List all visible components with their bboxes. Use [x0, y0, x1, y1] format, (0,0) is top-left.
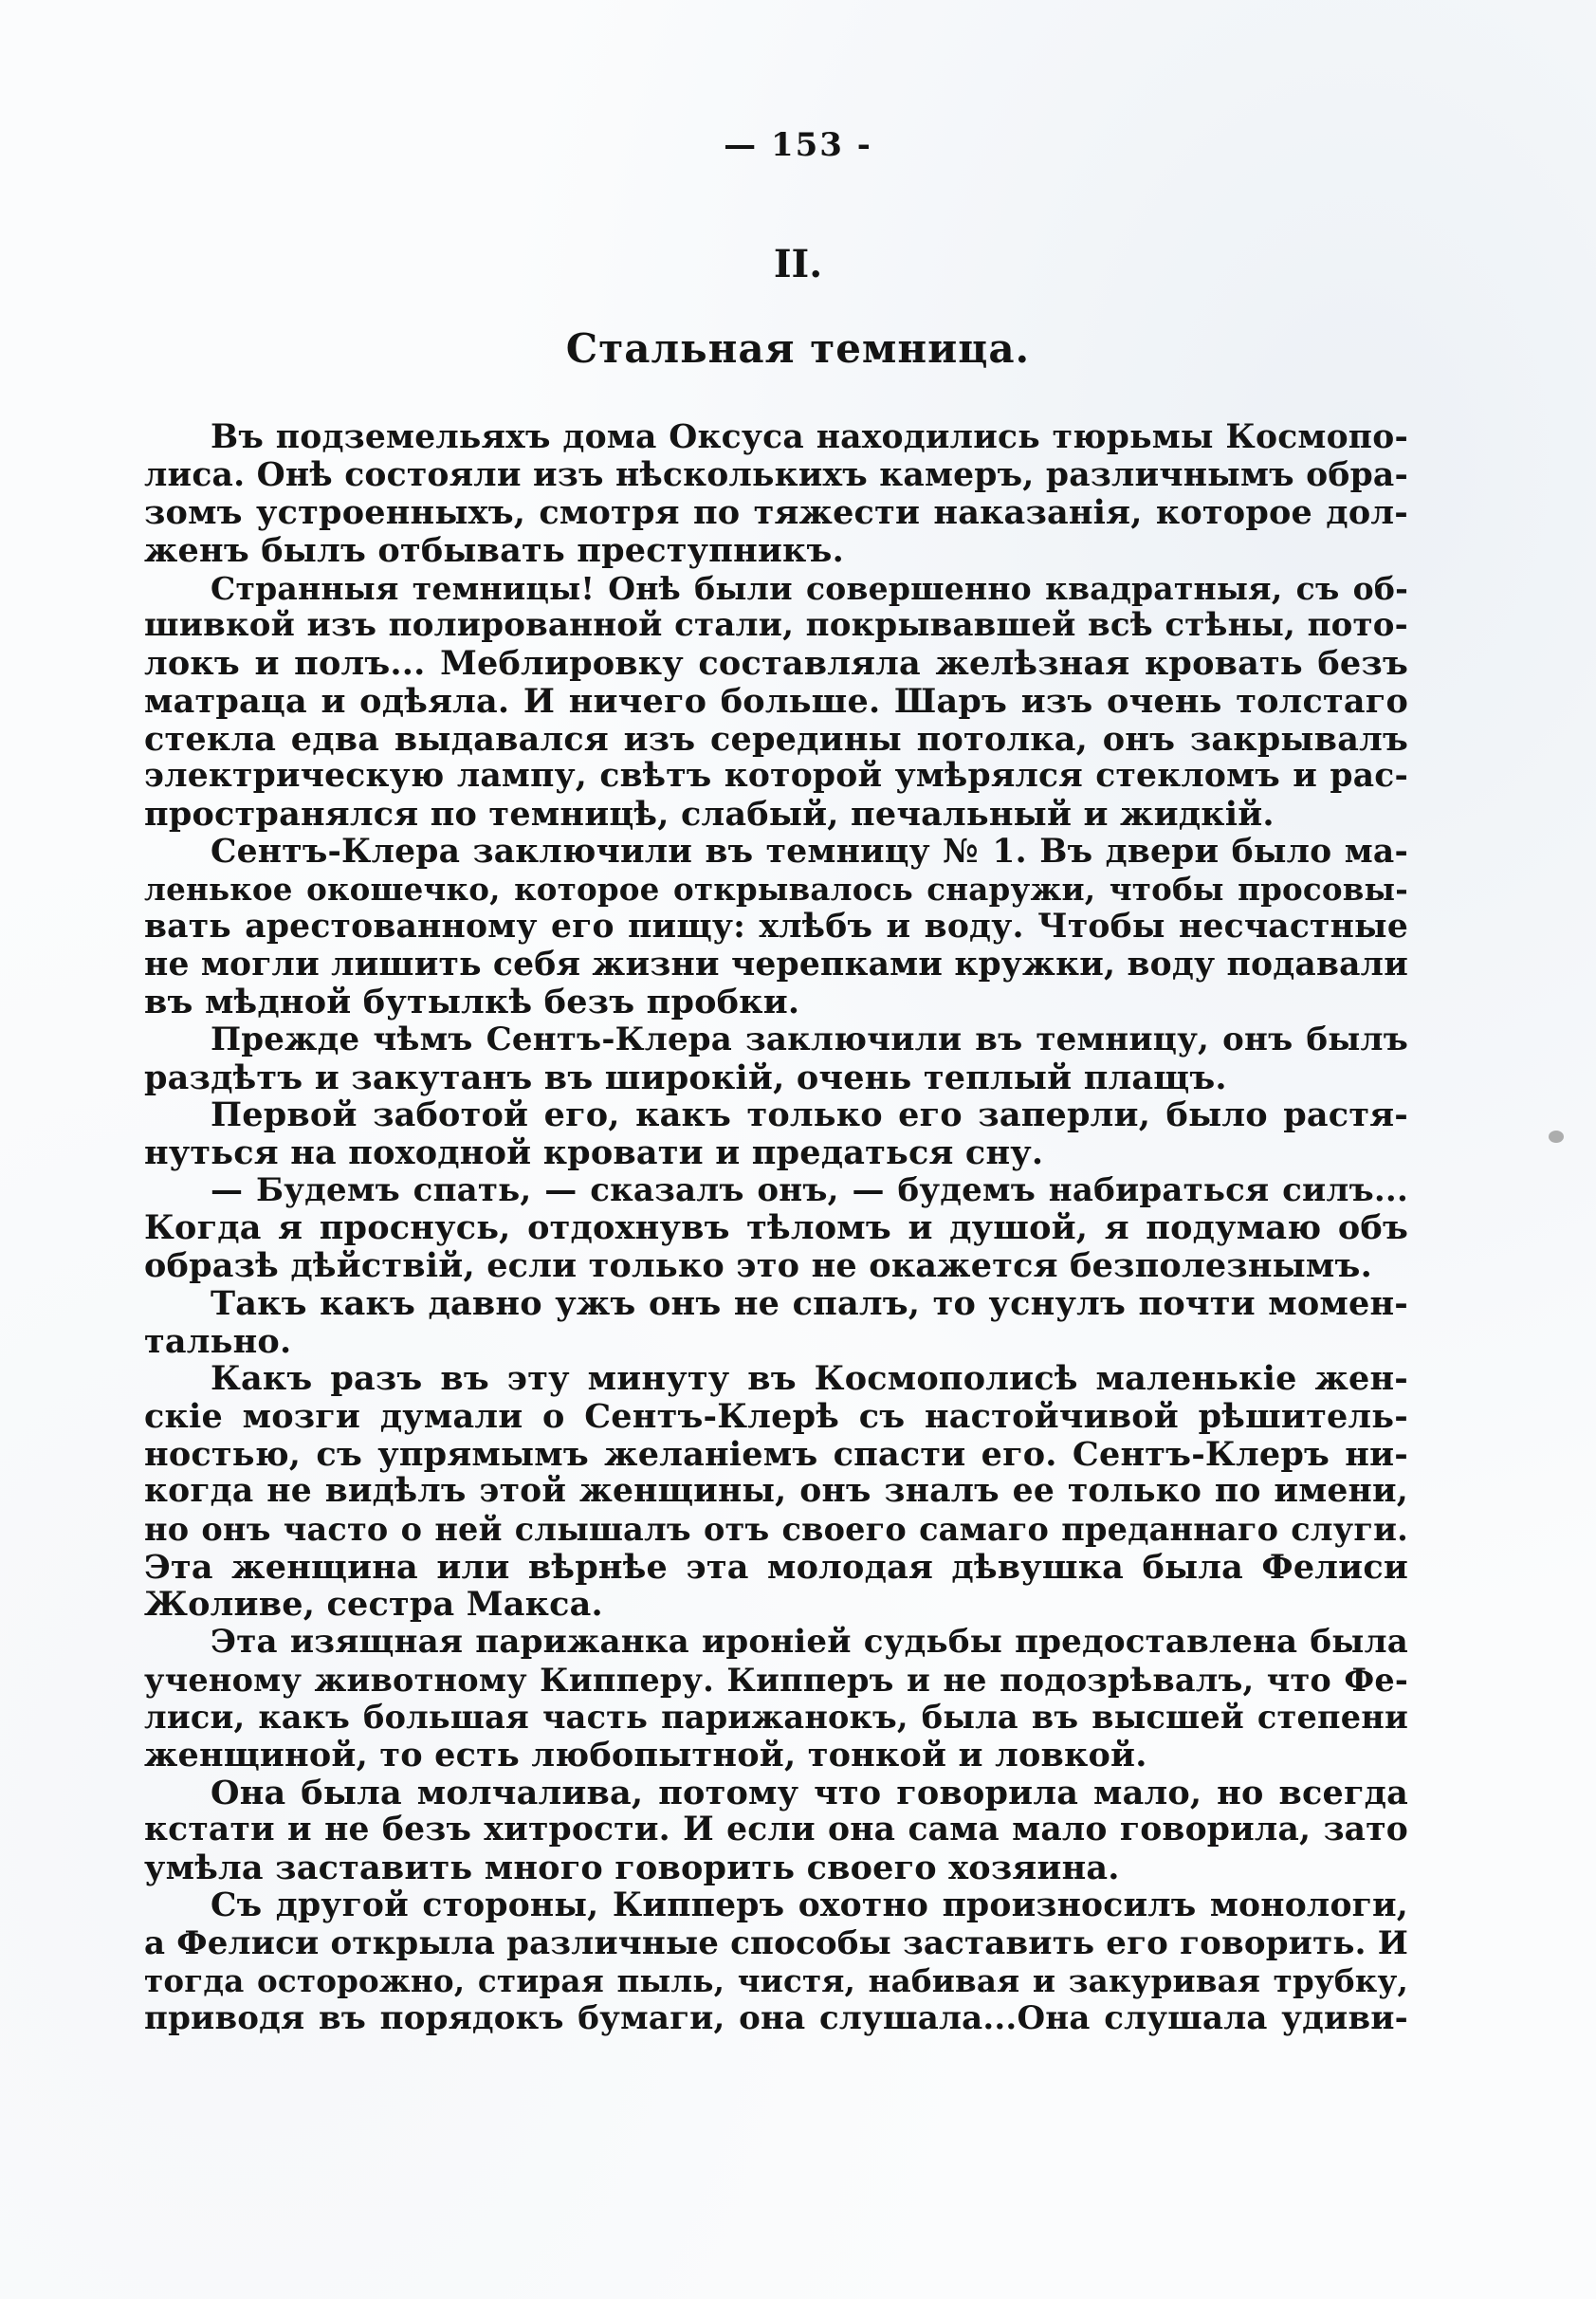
margin-ink-spot [1549, 1131, 1564, 1143]
text-line: нуться на походной кровати и предаться сну. [144, 1133, 1044, 1173]
text-line: тогда осторожно, стирая пыль, чистя, набивая и закуривая трубку, [144, 1962, 1408, 2000]
text-line: ностью, съ упрямымъ желаніемъ спасти его. Сентъ-Клеръ ни- [144, 1434, 1408, 1474]
text-line: ленькое окошечко, которое открывалось снаружи, чтобы просовы- [144, 871, 1408, 909]
text-line: Жоливе, сестра Макса. [144, 1585, 603, 1625]
paragraph-first-line: Съ другой стороны, Кипперъ охотно произносилъ монологи, [211, 1885, 1408, 1924]
text-line: образѣ дѣйствій, если только это не окажется безполезнымъ. [144, 1246, 1372, 1286]
text-line: локъ и полъ... Меблировку составляла желѣзная кровать безъ [144, 644, 1408, 684]
paragraph-first-line: Въ подземельяхъ дома Оксуса находились тюрьмы Космопо- [211, 418, 1408, 456]
chapter-title: Стальная темница. [565, 325, 1031, 372]
paragraph-first-line: Эта изящная парижанка ироніей судьбы предоставлена была [211, 1623, 1408, 1661]
text-line: лиса. Онѣ состояли изъ нѣсколькихъ камеръ, различнымъ обра- [144, 455, 1408, 494]
text-line: тально. [144, 1321, 292, 1361]
text-line: скіе мозги думали о Сентъ-Клерѣ съ настойчивой рѣшитель- [144, 1396, 1408, 1436]
body-text [144, 419, 1408, 2038]
text-line: когда не видѣлъ этой женщины, онъ зналъ ее только по имени, [144, 1472, 1408, 1511]
text-line: но онъ часто о ней слышалъ отъ своего самаго преданнаго слуги. [144, 1510, 1408, 1548]
paragraph-first-line: Первой заботой его, какъ только его заперли, было растя- [211, 1095, 1408, 1135]
text-line: Эта женщина или вѣрнѣе эта молодая дѣвушка была Фелиси [144, 1547, 1408, 1587]
text-line: а Фелиси открыла различные способы заставить его говорить. И [144, 1923, 1409, 1962]
text-line: женщиной, то есть любопытной, тонкой и ловкой. [144, 1736, 1147, 1775]
text-line: Когда я проснусь, отдохнувъ тѣломъ и душой, я подумаю объ [144, 1208, 1408, 1248]
text-line: стекла едва выдавался изъ середины потолка, онъ закрывалъ [144, 719, 1408, 759]
page-number: — 153 - [724, 126, 872, 164]
text-line: вать арестованному его пищу: хлѣбъ и воду. Чтобы несчастные [144, 907, 1408, 946]
paragraph-first-line: Прежде чѣмъ Сентъ-Клера заключили въ темницу, онъ былъ [211, 1021, 1408, 1058]
text-line: въ мѣдной бутылкѣ безъ пробки. [144, 983, 800, 1022]
paragraph-first-line: — Будемъ спать, — сказалъ онъ, — будемъ набираться силъ... [211, 1170, 1408, 1209]
text-line: шивкой изъ полированной стали, покрывавшей всѣ стѣны, пото- [144, 606, 1408, 645]
text-line: приводя въ порядокъ бумаги, она слушала...Она слушала удиви- [144, 1998, 1408, 2037]
text-line: пространялся по темницѣ, слабый, печальный и жидкій. [144, 794, 1275, 834]
text-line: женъ былъ отбывать преступникъ. [144, 531, 844, 571]
text-line: электрическую лампу, свѣтъ которой умѣрялся стекломъ и рас- [144, 757, 1408, 796]
text-line: ученому животному Кипперу. Кипперъ и не подозрѣвалъ, что Фе- [144, 1661, 1408, 1699]
text-line: раздѣтъ и закутанъ въ широкій, очень теплый плащъ. [144, 1058, 1227, 1097]
paragraph-first-line: Сентъ-Клера заключили въ темницу № 1. Въ двери было ма- [211, 832, 1408, 871]
text-line: кстати и не безъ хитрости. И если она сама мало говорила, зато [144, 1811, 1408, 1849]
paragraph-first-line: Она была молчалива, потому что говорила мало, но всегда [211, 1773, 1408, 1812]
text-line: не могли лишить себя жизни черепками кружки, воду подавали [144, 945, 1408, 984]
text-line: зомъ устроенныхъ, смотря по тяжести наказанія, которое дол- [144, 493, 1408, 533]
paragraph-first-line: Странныя темницы! Онѣ были совершенно квадратныя, съ об- [211, 569, 1408, 607]
paragraph-first-line: Такъ какъ давно ужъ онъ не спалъ, то уснулъ почти момен- [211, 1283, 1408, 1323]
text-line: лиси, какъ большая часть парижанокъ, была въ высшей степени [144, 1699, 1408, 1737]
paragraph-first-line: Какъ разъ въ эту минуту въ Космополисѣ маленькіе жен- [211, 1359, 1408, 1399]
text-line: умѣла заставить много говорить своего хозяина. [144, 1848, 1120, 1888]
chapter-number: II. [773, 242, 823, 286]
text-line: матраца и одѣяла. И ничего больше. Шаръ изъ очень толстаго [144, 681, 1408, 721]
